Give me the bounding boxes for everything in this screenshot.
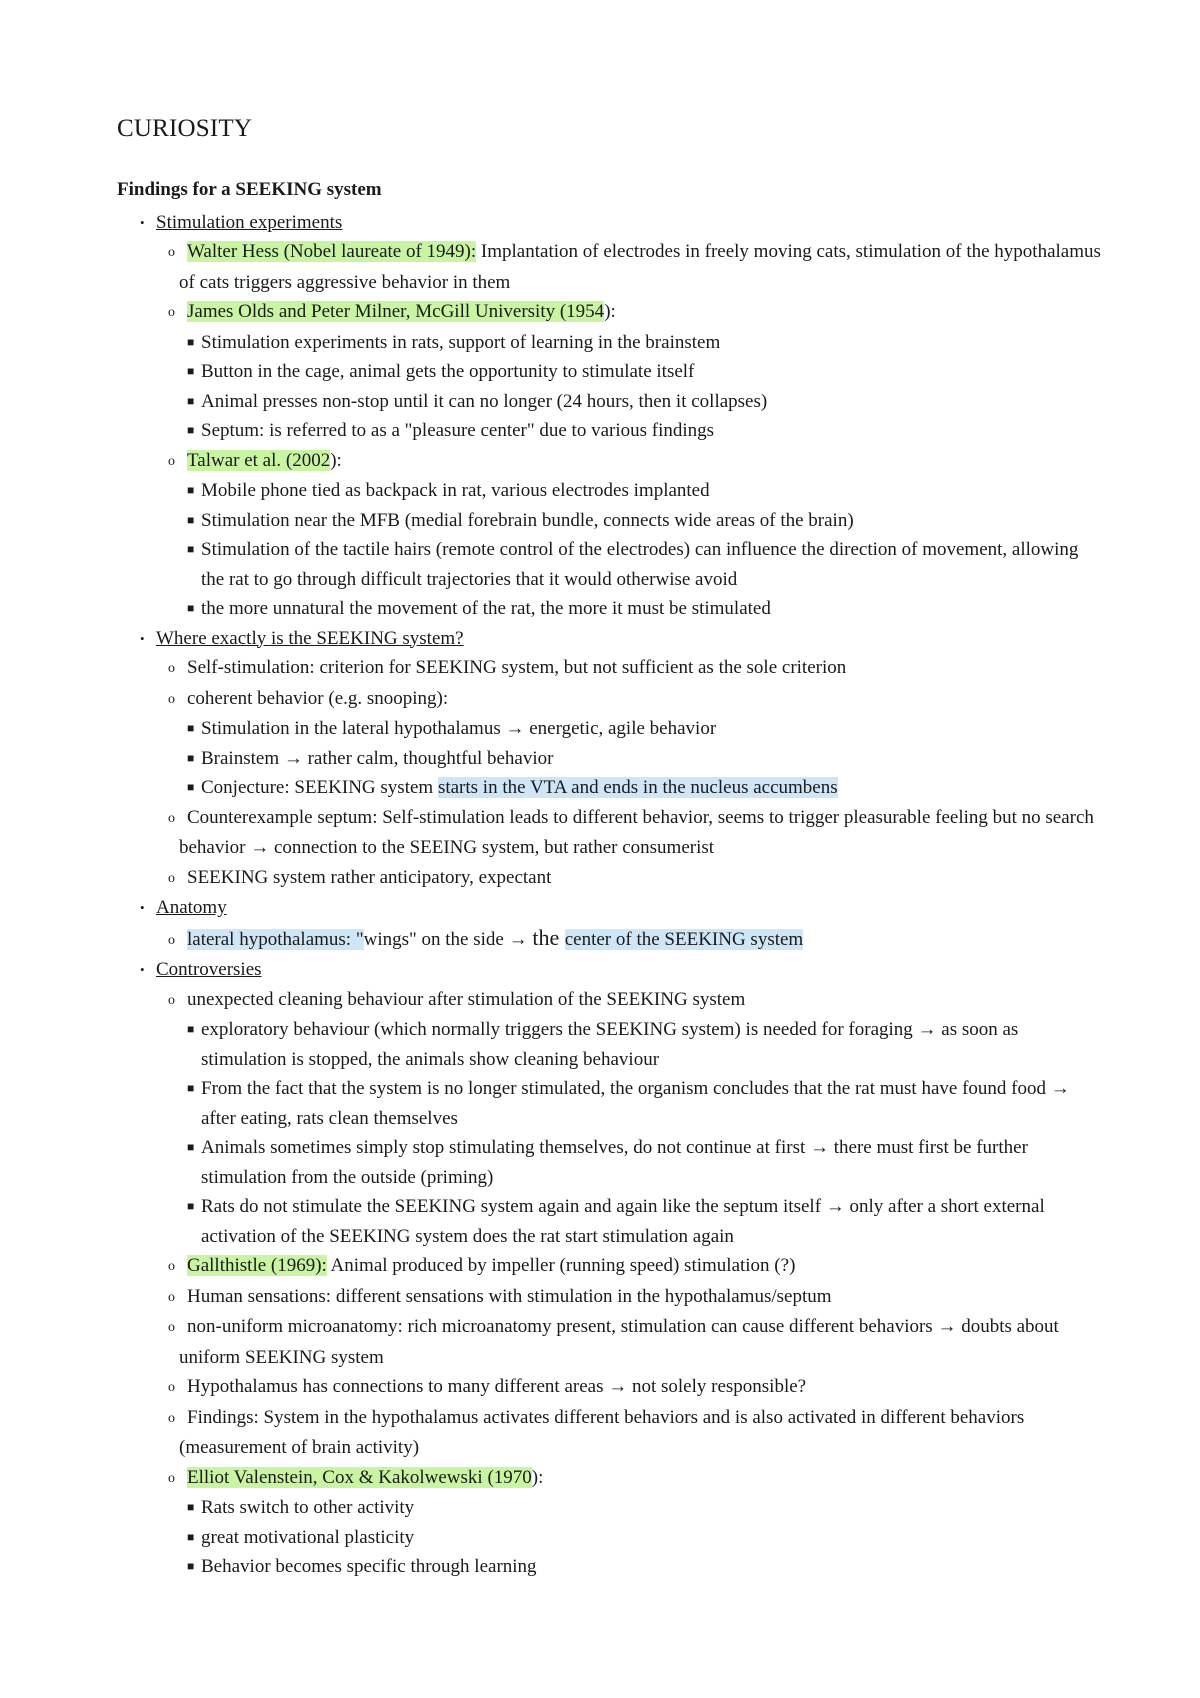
item-text: Rats switch to other activity xyxy=(201,1497,415,1518)
item-text: Stimulation experiments in rats, support of learning in the brainstem xyxy=(201,331,721,353)
list-item xyxy=(117,744,1102,774)
item-text: ): xyxy=(604,301,616,322)
highlighted-reference: Gallthistle (1969): xyxy=(187,1255,327,1276)
list-item xyxy=(117,985,1102,1016)
list-item xyxy=(117,653,1102,684)
page-title: CURIOSITY xyxy=(117,115,253,142)
item-text: Brainstem → rather calm, thoughtful behavior xyxy=(201,747,554,769)
item-text: SEEKING system rather anticipatory, expectant xyxy=(187,866,552,888)
square-bullet-icon: ■ xyxy=(187,750,195,765)
circle-bullet-icon: o xyxy=(168,305,175,320)
item-text: Findings: System in the hypothalamus activates different behaviors and is also activated in different behaviors (measurement of brain activity) xyxy=(179,1406,1025,1458)
list-item xyxy=(117,1463,1102,1494)
list-item xyxy=(117,684,1102,715)
list-item xyxy=(117,446,1102,477)
item-text: Self-stimulation: criterion for SEEKING system, but not sufficient as the sole criterion xyxy=(187,657,847,678)
square-bullet-icon: ■ xyxy=(187,393,195,408)
square-bullet-icon: ■ xyxy=(187,1081,195,1095)
highlighted-reference: Elliot Valenstein, Cox & Kakolwewski (1970 xyxy=(187,1466,532,1488)
square-bullet-icon: ■ xyxy=(187,542,195,556)
list-item xyxy=(117,773,1102,803)
circle-bullet-icon: o xyxy=(168,691,175,707)
item-text: Button in the cage, animal gets the opportunity to stimulate itself xyxy=(201,361,695,382)
list-item xyxy=(117,893,1102,923)
item-text: Stimulation near the MFB (medial forebrain bundle, connects wide areas of the brain) xyxy=(201,509,854,531)
item-text: ): xyxy=(531,1466,544,1488)
item-text: Implantation of electrodes in freely moving cats, stimulation of the hypothalamus of cats triggers aggressive behavior in them xyxy=(179,241,1101,293)
item-text: Septum: is referred to as a "pleasure center" due to various findings xyxy=(201,420,715,441)
item-text: coherent behavior (e.g. snooping): xyxy=(187,687,449,709)
square-bullet-icon: ■ xyxy=(187,1199,195,1213)
list-item xyxy=(117,1312,1102,1372)
item-text: Hypothalamus has connections to many different areas → not solely responsible? xyxy=(187,1376,807,1397)
item-text: unexpected cleaning behaviour after stimulation of the SEEKING system xyxy=(187,988,746,1010)
list-item xyxy=(117,1403,1102,1463)
circle-bullet-icon: o xyxy=(168,1380,175,1395)
bullet-icon: • xyxy=(140,962,145,977)
item-text: non-uniform microanatomy: rich microanatomy present, stimulation can cause different behaviors → doubts about uniform SEEKING system xyxy=(179,1316,1059,1368)
item-text: great motivational plasticity xyxy=(201,1526,415,1548)
bullet-icon: • xyxy=(140,630,145,646)
item-text: Animal presses non-stop until it can no longer (24 hours, then it collapses) xyxy=(201,390,768,412)
list-item xyxy=(117,416,1102,446)
square-bullet-icon: ■ xyxy=(187,1559,195,1573)
highlighted-reference: James Olds and Peter Milner, McGill University (1954 xyxy=(187,301,605,322)
list-item xyxy=(117,1074,1102,1133)
square-bullet-icon: ■ xyxy=(187,334,195,349)
list-item xyxy=(117,955,1102,985)
list-item xyxy=(117,714,1102,744)
item-text: Stimulation of the tactile hairs (remote control of the electrodes) can influence the direction of movement, allowing the rat to go through difficult trajectories that it would otherwise avoid xyxy=(201,539,1079,590)
circle-bullet-icon: o xyxy=(168,932,175,948)
square-bullet-icon: ■ xyxy=(187,1140,195,1154)
item-text: Stimulation in the lateral hypothalamus → energetic, agile behavior xyxy=(201,718,717,739)
section-heading: Stimulation experiments xyxy=(156,211,343,233)
item-text: Mobile phone tied as backpack in rat, various electrodes implanted xyxy=(201,480,710,501)
list-item xyxy=(117,1493,1102,1523)
circle-bullet-icon: o xyxy=(168,245,175,260)
list-item xyxy=(117,535,1102,594)
list-item xyxy=(117,1251,1102,1282)
list-item xyxy=(117,328,1102,358)
highlighted-text: center of the SEEKING system xyxy=(564,928,804,950)
bullet-icon: • xyxy=(140,900,145,915)
list-item xyxy=(117,803,1102,863)
list-item xyxy=(117,1552,1102,1582)
circle-bullet-icon: o xyxy=(168,1289,175,1305)
circle-bullet-icon: o xyxy=(168,870,175,886)
bullet-icon: • xyxy=(140,214,145,230)
list-item xyxy=(117,1372,1102,1403)
highlighted-text: lateral hypothalamus: " xyxy=(187,928,364,950)
square-bullet-icon: ■ xyxy=(187,512,195,527)
list-item xyxy=(117,1133,1102,1192)
list-item xyxy=(117,624,1102,654)
square-bullet-icon: ■ xyxy=(187,721,195,735)
section-heading: Anatomy xyxy=(156,897,227,918)
list-item xyxy=(117,594,1102,624)
section-heading: Controversies xyxy=(156,959,262,980)
circle-bullet-icon: o xyxy=(168,992,175,1008)
item-text: the more unnatural the movement of the rat, the more it must be stimulated xyxy=(201,598,771,619)
circle-bullet-icon: o xyxy=(168,1320,175,1335)
item-text: Human sensations: different sensations with stimulation in the hypothalamus/septum xyxy=(187,1285,832,1307)
section-heading: Where exactly is the SEEKING system? xyxy=(156,627,464,649)
list-item xyxy=(117,863,1102,894)
square-bullet-icon: ■ xyxy=(187,780,195,794)
square-bullet-icon: ■ xyxy=(187,601,195,615)
circle-bullet-icon: o xyxy=(168,810,175,826)
item-text: Animals sometimes simply stop stimulating themselves, do not continue at first → there must first be further stimulation from the outside (priming) xyxy=(201,1137,1028,1188)
item-text: ): xyxy=(330,449,342,471)
list-item xyxy=(117,208,1102,238)
highlighted-reference: Talwar et al. (2002 xyxy=(187,449,331,471)
circle-bullet-icon: o xyxy=(168,1470,175,1486)
item-text: wings" on the side → xyxy=(363,928,533,950)
item-text: the xyxy=(532,924,565,950)
item-text: Conjecture: SEEKING system xyxy=(201,777,438,798)
item-text: Counterexample septum: Self-stimulation leads to different behavior, seems to trigger pleasurable feeling but no search behavior → connection to the SEEING system, but rather consumerist xyxy=(179,806,1094,858)
highlighted-text: starts in the VTA and ends in the nucleus accumbens xyxy=(437,777,838,798)
list-item xyxy=(117,506,1102,536)
circle-bullet-icon: o xyxy=(168,453,175,469)
list-item xyxy=(117,1282,1102,1313)
square-bullet-icon: ■ xyxy=(187,364,195,378)
highlighted-reference: Walter Hess (Nobel laureate of 1949): xyxy=(187,241,477,262)
list-item xyxy=(117,476,1102,506)
circle-bullet-icon: o xyxy=(168,661,175,676)
square-bullet-icon: ■ xyxy=(187,483,195,497)
section-title: Findings for a SEEKING system xyxy=(117,179,382,200)
circle-bullet-icon: o xyxy=(168,1410,175,1426)
document-body xyxy=(117,115,1102,1582)
item-text: From the fact that the system is no longer stimulated, the organism concludes that the rat must have found food → after eating, rats clean themselves xyxy=(201,1078,1070,1129)
list-item xyxy=(117,387,1102,417)
item-text: exploratory behaviour (which normally triggers the SEEKING system) is needed for foraging → as soon as stimulation is stopped, the animals show cleaning behaviour xyxy=(201,1019,1019,1070)
list-item xyxy=(117,357,1102,387)
item-text: Animal produced by impeller (running speed) stimulation (?) xyxy=(326,1255,796,1276)
list-item xyxy=(117,237,1102,297)
square-bullet-icon: ■ xyxy=(187,1022,195,1036)
square-bullet-icon: ■ xyxy=(187,423,195,437)
list-item xyxy=(117,1015,1102,1074)
list-item xyxy=(117,923,1102,956)
square-bullet-icon: ■ xyxy=(187,1529,195,1544)
square-bullet-icon: ■ xyxy=(187,1500,195,1514)
item-text: Rats do not stimulate the SEEKING system again and again like the septum itself → only after a short external activation of the SEEKING system does the rat start stimulation again xyxy=(201,1196,1045,1247)
item-text: Behavior becomes specific through learning xyxy=(201,1556,537,1577)
list-item xyxy=(117,1192,1102,1251)
list-item xyxy=(117,1523,1102,1553)
circle-bullet-icon: o xyxy=(168,1259,175,1274)
list-item xyxy=(117,297,1102,328)
